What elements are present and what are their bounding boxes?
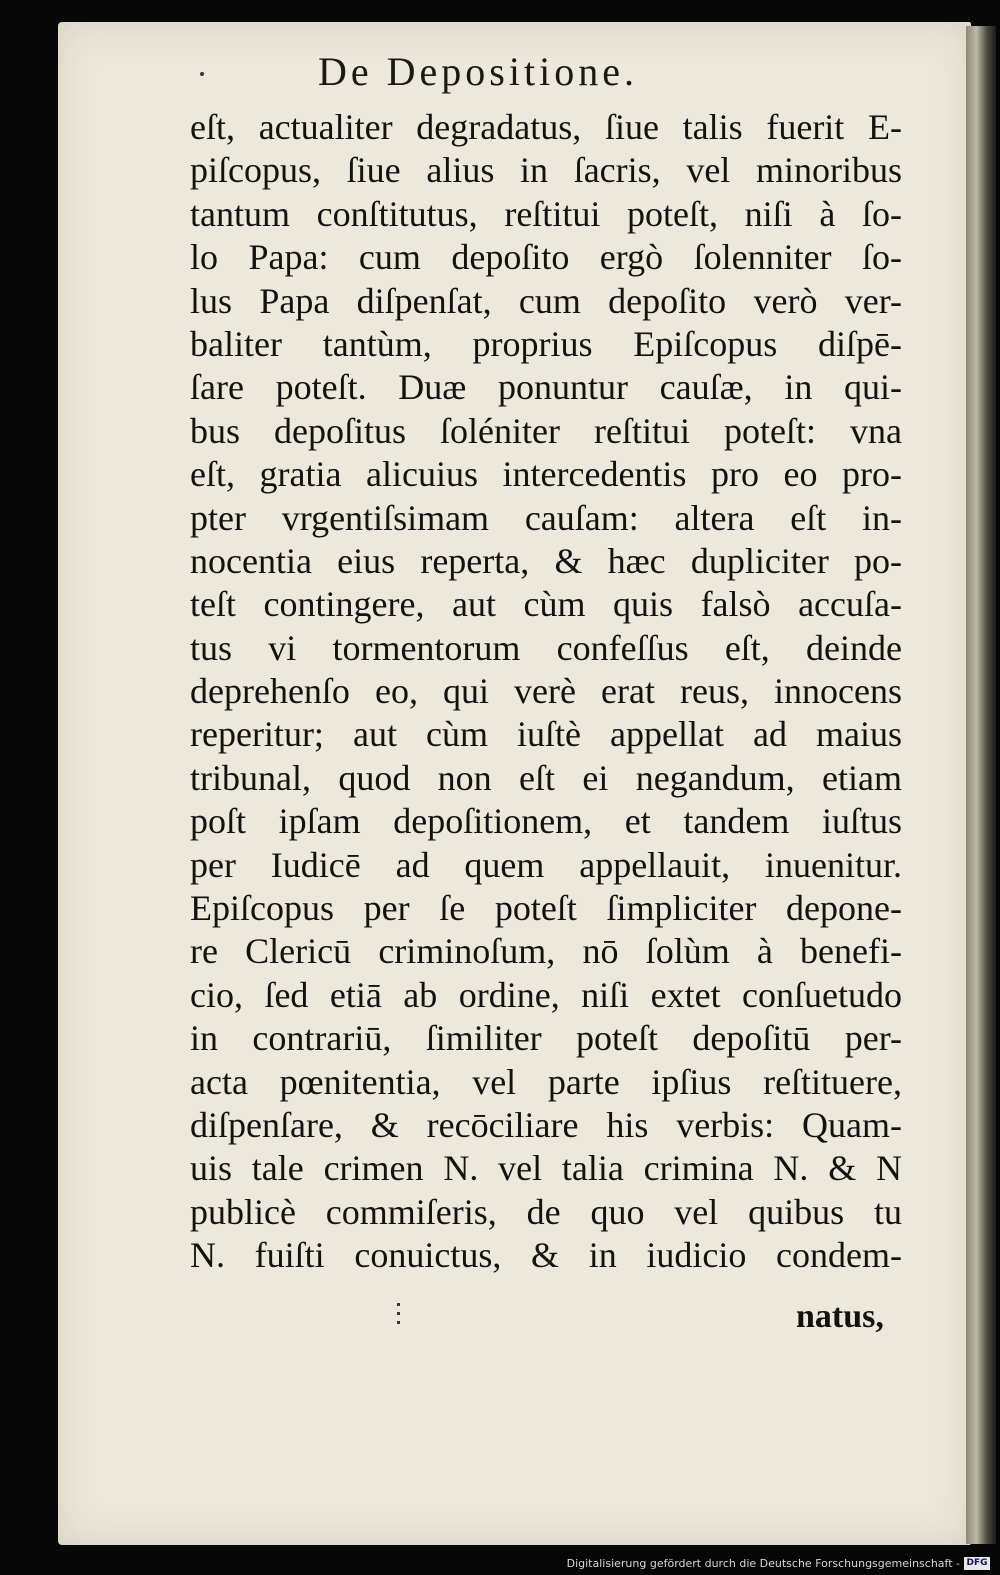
stray-ink-mark bbox=[397, 1303, 400, 1327]
footer-credit: Digitalisierung gefördert durch die Deutsche Forschungsgemeinschaft - bbox=[566, 1557, 960, 1570]
text-line: baliter tantùm, proprius Epiſcopus diſpē- bbox=[190, 323, 902, 364]
running-head: De Depositione. bbox=[318, 49, 638, 94]
text-line: Epiſcopus per ſe poteſt ſimpliciter depone- bbox=[190, 888, 902, 929]
text-line: teſt contingere, aut cùm quis falsò accuſa- bbox=[190, 584, 902, 625]
text-line: tus vi tormentorum confeſſus eſt, deinde bbox=[190, 627, 902, 668]
text-line: re Clericū criminoſum, nō ſolùm à benefi- bbox=[190, 931, 902, 972]
body-text bbox=[190, 106, 902, 1278]
text-line: eſt, actualiter degradatus, ſiue talis fuerit E- bbox=[190, 107, 902, 147]
text-line: in contrariū, ſimiliter poteſt depoſitū per- bbox=[190, 1018, 902, 1059]
catchword: natus, bbox=[796, 1298, 884, 1335]
text-line: bus depoſitus ſoléniter reſtitui poteſt: vna bbox=[190, 410, 902, 451]
text-line: tribunal, quod non eſt ei negandum, etiam bbox=[190, 757, 902, 798]
text-line: reperitur; aut cùm iuſtè appellat ad maius bbox=[190, 714, 902, 755]
page-edge bbox=[966, 26, 996, 1544]
dfg-logo-icon: DFG bbox=[964, 1557, 990, 1570]
text-line: piſcopus, ſiue alius in ſacris, vel minoribus bbox=[190, 150, 902, 191]
text-line: per Iudicē ad quem appellauit, inuenitur. bbox=[190, 844, 902, 885]
text-line: acta pœnitentia, vel parte ipſius reſtituere, bbox=[190, 1061, 902, 1102]
text-line: nocentia eius reperta, & hæc dupliciter po- bbox=[190, 540, 902, 581]
text-line: N. fuiſti conuictus, & in iudicio condem- bbox=[190, 1235, 902, 1276]
text-line: diſpenſare, & recōciliare his verbis: Quam- bbox=[190, 1104, 902, 1145]
text-line: lo Papa: cum depoſito ergò ſolenniter ſo- bbox=[190, 237, 902, 278]
text-line: lus Papa diſpenſat, cum depoſito verò ver- bbox=[190, 280, 902, 321]
text-line: tantum conſtitutus, reſtitui poteſt, niſi à ſo- bbox=[190, 193, 902, 234]
text-line: poſt ipſam depoſitionem, et tandem iuſtus bbox=[190, 801, 902, 842]
text-line: pter vrgentiſsimam cauſam: altera eſt in- bbox=[190, 497, 902, 538]
text-line: deprehenſo eo, qui verè erat reus, innocens bbox=[190, 671, 902, 712]
text-line: eſt, gratia alicuius intercedentis pro eo pro- bbox=[190, 454, 902, 495]
ornament-dot bbox=[200, 72, 204, 76]
text-line: publicè commiſeris, de quo vel quibus tu bbox=[190, 1191, 902, 1232]
text-line: cio, ſed etiā ab ordine, niſi extet conſuetudo bbox=[190, 974, 902, 1015]
text-line: uis tale crimen N. vel talia crimina N. & N bbox=[190, 1148, 902, 1189]
text-line: ſare poteſt. Duæ ponuntur cauſæ, in qui- bbox=[190, 367, 902, 408]
